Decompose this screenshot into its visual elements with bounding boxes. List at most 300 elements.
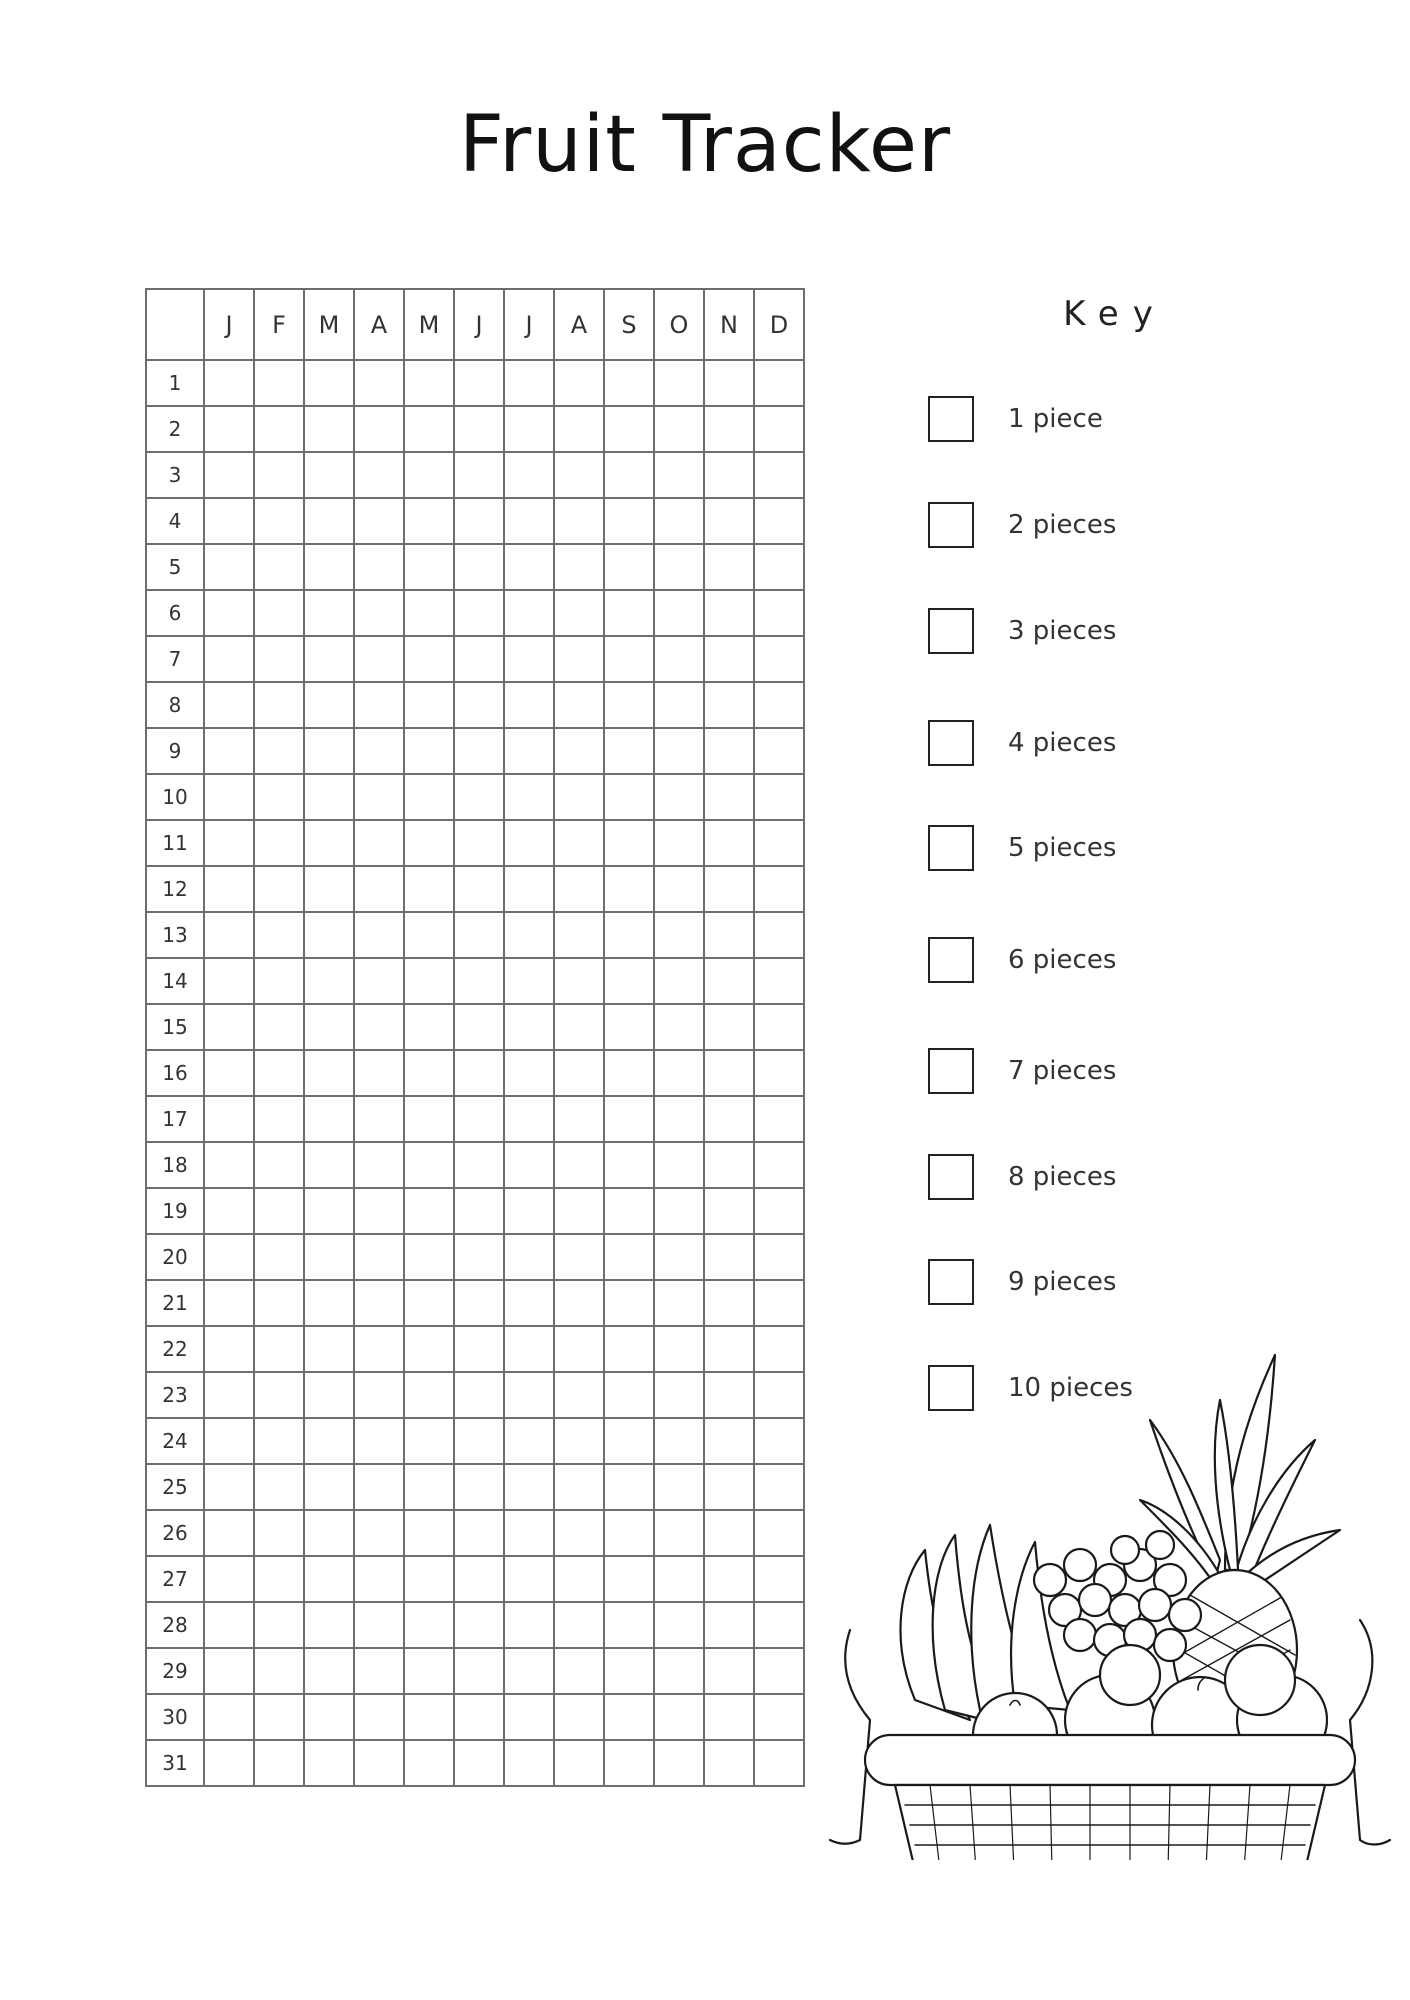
tracker-cell[interactable] (554, 1188, 604, 1234)
tracker-cell[interactable] (704, 1326, 754, 1372)
tracker-cell[interactable] (604, 1694, 654, 1740)
tracker-cell[interactable] (354, 590, 404, 636)
tracker-cell[interactable] (454, 360, 504, 406)
tracker-cell[interactable] (754, 590, 804, 636)
tracker-cell[interactable] (654, 1418, 704, 1464)
tracker-cell[interactable] (554, 1648, 604, 1694)
tracker-cell[interactable] (704, 1234, 754, 1280)
tracker-cell[interactable] (404, 1510, 454, 1556)
tracker-cell[interactable] (354, 1556, 404, 1602)
tracker-cell[interactable] (254, 360, 304, 406)
tracker-cell[interactable] (604, 1556, 654, 1602)
tracker-cell[interactable] (254, 1142, 304, 1188)
tracker-cell[interactable] (304, 1096, 354, 1142)
tracker-cell[interactable] (204, 636, 254, 682)
tracker-cell[interactable] (654, 590, 704, 636)
tracker-cell[interactable] (404, 820, 454, 866)
tracker-cell[interactable] (504, 1602, 554, 1648)
tracker-cell[interactable] (204, 1234, 254, 1280)
tracker-cell[interactable] (204, 1556, 254, 1602)
tracker-cell[interactable] (654, 1280, 704, 1326)
tracker-cell[interactable] (554, 1694, 604, 1740)
tracker-cell[interactable] (604, 590, 654, 636)
tracker-cell[interactable] (354, 1188, 404, 1234)
tracker-cell[interactable] (704, 452, 754, 498)
tracker-cell[interactable] (554, 1602, 604, 1648)
tracker-cell[interactable] (654, 1004, 704, 1050)
tracker-cell[interactable] (704, 636, 754, 682)
tracker-cell[interactable] (704, 1096, 754, 1142)
tracker-cell[interactable] (704, 1694, 754, 1740)
tracker-cell[interactable] (554, 728, 604, 774)
tracker-cell[interactable] (654, 1188, 704, 1234)
tracker-cell[interactable] (254, 958, 304, 1004)
tracker-cell[interactable] (604, 452, 654, 498)
tracker-cell[interactable] (704, 1464, 754, 1510)
tracker-cell[interactable] (204, 912, 254, 958)
tracker-cell[interactable] (554, 912, 604, 958)
tracker-cell[interactable] (354, 1142, 404, 1188)
tracker-cell[interactable] (254, 1464, 304, 1510)
tracker-cell[interactable] (404, 360, 454, 406)
tracker-cell[interactable] (754, 912, 804, 958)
tracker-cell[interactable] (204, 1464, 254, 1510)
tracker-cell[interactable] (704, 1188, 754, 1234)
tracker-cell[interactable] (754, 1510, 804, 1556)
tracker-cell[interactable] (654, 1602, 704, 1648)
tracker-cell[interactable] (504, 866, 554, 912)
tracker-cell[interactable] (754, 682, 804, 728)
tracker-cell[interactable] (504, 636, 554, 682)
tracker-cell[interactable] (554, 590, 604, 636)
tracker-cell[interactable] (454, 1050, 504, 1096)
tracker-cell[interactable] (754, 1188, 804, 1234)
tracker-cell[interactable] (304, 912, 354, 958)
tracker-cell[interactable] (504, 820, 554, 866)
tracker-cell[interactable] (604, 1234, 654, 1280)
tracker-cell[interactable] (554, 1372, 604, 1418)
tracker-cell[interactable] (254, 1280, 304, 1326)
tracker-cell[interactable] (504, 1372, 554, 1418)
tracker-cell[interactable] (454, 682, 504, 728)
tracker-cell[interactable] (604, 958, 654, 1004)
tracker-cell[interactable] (204, 682, 254, 728)
tracker-cell[interactable] (204, 498, 254, 544)
tracker-cell[interactable] (704, 498, 754, 544)
tracker-cell[interactable] (304, 728, 354, 774)
tracker-cell[interactable] (704, 820, 754, 866)
tracker-cell[interactable] (304, 1740, 354, 1786)
tracker-cell[interactable] (204, 1188, 254, 1234)
tracker-cell[interactable] (754, 1740, 804, 1786)
tracker-cell[interactable] (554, 1280, 604, 1326)
tracker-cell[interactable] (404, 406, 454, 452)
tracker-cell[interactable] (204, 544, 254, 590)
tracker-cell[interactable] (454, 1602, 504, 1648)
tracker-cell[interactable] (554, 1326, 604, 1372)
tracker-cell[interactable] (604, 1280, 654, 1326)
tracker-cell[interactable] (204, 820, 254, 866)
tracker-cell[interactable] (454, 1142, 504, 1188)
tracker-cell[interactable] (354, 1372, 404, 1418)
tracker-cell[interactable] (504, 1004, 554, 1050)
tracker-cell[interactable] (304, 406, 354, 452)
tracker-cell[interactable] (404, 590, 454, 636)
tracker-cell[interactable] (754, 1602, 804, 1648)
tracker-cell[interactable] (704, 1602, 754, 1648)
tracker-cell[interactable] (654, 1372, 704, 1418)
tracker-cell[interactable] (454, 452, 504, 498)
tracker-cell[interactable] (404, 1602, 454, 1648)
tracker-cell[interactable] (254, 1510, 304, 1556)
tracker-cell[interactable] (504, 912, 554, 958)
tracker-cell[interactable] (304, 774, 354, 820)
tracker-cell[interactable] (204, 1648, 254, 1694)
tracker-cell[interactable] (754, 1142, 804, 1188)
tracker-cell[interactable] (654, 866, 704, 912)
tracker-cell[interactable] (404, 636, 454, 682)
tracker-cell[interactable] (454, 774, 504, 820)
tracker-cell[interactable] (204, 958, 254, 1004)
tracker-cell[interactable] (554, 1510, 604, 1556)
tracker-cell[interactable] (304, 452, 354, 498)
tracker-cell[interactable] (504, 1418, 554, 1464)
tracker-cell[interactable] (604, 1142, 654, 1188)
tracker-cell[interactable] (204, 452, 254, 498)
tracker-cell[interactable] (754, 1096, 804, 1142)
tracker-cell[interactable] (754, 452, 804, 498)
tracker-cell[interactable] (504, 544, 554, 590)
tracker-cell[interactable] (454, 1418, 504, 1464)
tracker-cell[interactable] (754, 728, 804, 774)
tracker-cell[interactable] (354, 1418, 404, 1464)
tracker-cell[interactable] (504, 1648, 554, 1694)
tracker-cell[interactable] (604, 682, 654, 728)
key-checkbox[interactable] (928, 825, 974, 871)
tracker-cell[interactable] (454, 544, 504, 590)
tracker-cell[interactable] (204, 1372, 254, 1418)
tracker-cell[interactable] (454, 1326, 504, 1372)
tracker-cell[interactable] (604, 912, 654, 958)
tracker-cell[interactable] (254, 912, 304, 958)
tracker-cell[interactable] (254, 1004, 304, 1050)
tracker-cell[interactable] (454, 1096, 504, 1142)
tracker-cell[interactable] (654, 498, 704, 544)
tracker-cell[interactable] (404, 866, 454, 912)
tracker-cell[interactable] (754, 1556, 804, 1602)
tracker-cell[interactable] (704, 912, 754, 958)
tracker-cell[interactable] (454, 636, 504, 682)
key-checkbox[interactable] (928, 720, 974, 766)
tracker-cell[interactable] (354, 406, 404, 452)
tracker-cell[interactable] (354, 820, 404, 866)
tracker-cell[interactable] (454, 1464, 504, 1510)
tracker-cell[interactable] (554, 452, 604, 498)
tracker-cell[interactable] (554, 544, 604, 590)
tracker-cell[interactable] (554, 360, 604, 406)
tracker-cell[interactable] (604, 728, 654, 774)
tracker-cell[interactable] (504, 728, 554, 774)
tracker-cell[interactable] (604, 1510, 654, 1556)
tracker-cell[interactable] (204, 1326, 254, 1372)
tracker-cell[interactable] (454, 1510, 504, 1556)
tracker-cell[interactable] (754, 360, 804, 406)
tracker-cell[interactable] (704, 728, 754, 774)
tracker-cell[interactable] (504, 1142, 554, 1188)
tracker-cell[interactable] (604, 1004, 654, 1050)
tracker-cell[interactable] (454, 498, 504, 544)
tracker-cell[interactable] (604, 360, 654, 406)
tracker-cell[interactable] (254, 1740, 304, 1786)
tracker-cell[interactable] (204, 866, 254, 912)
tracker-cell[interactable] (754, 1234, 804, 1280)
tracker-cell[interactable] (554, 682, 604, 728)
tracker-cell[interactable] (354, 728, 404, 774)
tracker-cell[interactable] (654, 958, 704, 1004)
tracker-cell[interactable] (204, 590, 254, 636)
tracker-cell[interactable] (354, 360, 404, 406)
tracker-cell[interactable] (404, 1234, 454, 1280)
tracker-cell[interactable] (404, 1050, 454, 1096)
tracker-cell[interactable] (604, 498, 654, 544)
tracker-cell[interactable] (604, 1372, 654, 1418)
tracker-cell[interactable] (304, 820, 354, 866)
key-checkbox[interactable] (928, 1048, 974, 1094)
tracker-cell[interactable] (504, 360, 554, 406)
tracker-cell[interactable] (254, 866, 304, 912)
tracker-cell[interactable] (604, 1648, 654, 1694)
tracker-cell[interactable] (254, 1602, 304, 1648)
tracker-cell[interactable] (704, 774, 754, 820)
tracker-cell[interactable] (654, 1050, 704, 1096)
tracker-cell[interactable] (304, 1188, 354, 1234)
tracker-cell[interactable] (204, 1142, 254, 1188)
tracker-cell[interactable] (254, 544, 304, 590)
key-checkbox[interactable] (928, 608, 974, 654)
tracker-cell[interactable] (404, 1004, 454, 1050)
tracker-cell[interactable] (204, 1418, 254, 1464)
tracker-cell[interactable] (654, 1326, 704, 1372)
tracker-cell[interactable] (304, 1694, 354, 1740)
tracker-cell[interactable] (454, 1004, 504, 1050)
tracker-cell[interactable] (254, 636, 304, 682)
tracker-cell[interactable] (554, 774, 604, 820)
tracker-cell[interactable] (704, 360, 754, 406)
tracker-cell[interactable] (404, 774, 454, 820)
tracker-cell[interactable] (354, 1648, 404, 1694)
tracker-cell[interactable] (604, 1602, 654, 1648)
tracker-cell[interactable] (704, 590, 754, 636)
tracker-cell[interactable] (554, 1418, 604, 1464)
tracker-cell[interactable] (254, 406, 304, 452)
tracker-cell[interactable] (304, 1004, 354, 1050)
tracker-cell[interactable] (554, 636, 604, 682)
tracker-cell[interactable] (604, 406, 654, 452)
tracker-cell[interactable] (404, 1464, 454, 1510)
tracker-cell[interactable] (604, 866, 654, 912)
tracker-cell[interactable] (304, 682, 354, 728)
tracker-cell[interactable] (304, 1602, 354, 1648)
tracker-cell[interactable] (354, 1694, 404, 1740)
tracker-cell[interactable] (554, 1740, 604, 1786)
tracker-cell[interactable] (204, 1602, 254, 1648)
tracker-cell[interactable] (604, 544, 654, 590)
tracker-cell[interactable] (304, 1556, 354, 1602)
tracker-cell[interactable] (454, 1694, 504, 1740)
tracker-cell[interactable] (354, 544, 404, 590)
tracker-cell[interactable] (654, 820, 704, 866)
tracker-cell[interactable] (604, 1326, 654, 1372)
tracker-cell[interactable] (404, 1372, 454, 1418)
tracker-cell[interactable] (304, 1326, 354, 1372)
tracker-cell[interactable] (304, 1280, 354, 1326)
tracker-cell[interactable] (504, 406, 554, 452)
tracker-cell[interactable] (504, 1464, 554, 1510)
tracker-cell[interactable] (304, 1510, 354, 1556)
tracker-cell[interactable] (754, 406, 804, 452)
tracker-cell[interactable] (404, 1556, 454, 1602)
tracker-cell[interactable] (254, 1556, 304, 1602)
tracker-cell[interactable] (554, 1234, 604, 1280)
tracker-cell[interactable] (254, 1648, 304, 1694)
tracker-cell[interactable] (254, 498, 304, 544)
tracker-cell[interactable] (704, 1556, 754, 1602)
tracker-cell[interactable] (604, 774, 654, 820)
tracker-cell[interactable] (504, 1326, 554, 1372)
tracker-cell[interactable] (354, 1740, 404, 1786)
tracker-cell[interactable] (504, 1740, 554, 1786)
tracker-cell[interactable] (204, 774, 254, 820)
tracker-cell[interactable] (454, 1648, 504, 1694)
tracker-cell[interactable] (554, 1464, 604, 1510)
tracker-cell[interactable] (454, 1372, 504, 1418)
tracker-cell[interactable] (204, 1740, 254, 1786)
tracker-cell[interactable] (454, 1740, 504, 1786)
tracker-cell[interactable] (554, 1050, 604, 1096)
tracker-cell[interactable] (254, 1372, 304, 1418)
tracker-cell[interactable] (754, 1648, 804, 1694)
tracker-cell[interactable] (654, 636, 704, 682)
tracker-cell[interactable] (404, 958, 454, 1004)
tracker-cell[interactable] (454, 1556, 504, 1602)
tracker-cell[interactable] (504, 774, 554, 820)
tracker-cell[interactable] (604, 1188, 654, 1234)
tracker-cell[interactable] (654, 1740, 704, 1786)
tracker-cell[interactable] (704, 1280, 754, 1326)
tracker-cell[interactable] (604, 1050, 654, 1096)
tracker-cell[interactable] (204, 360, 254, 406)
tracker-cell[interactable] (254, 1234, 304, 1280)
tracker-cell[interactable] (204, 406, 254, 452)
tracker-cell[interactable] (604, 1740, 654, 1786)
key-checkbox[interactable] (928, 1154, 974, 1200)
tracker-cell[interactable] (354, 452, 404, 498)
tracker-cell[interactable] (504, 958, 554, 1004)
tracker-cell[interactable] (404, 1280, 454, 1326)
tracker-cell[interactable] (504, 452, 554, 498)
tracker-cell[interactable] (404, 1142, 454, 1188)
tracker-cell[interactable] (254, 1694, 304, 1740)
tracker-cell[interactable] (354, 1280, 404, 1326)
tracker-cell[interactable] (554, 498, 604, 544)
tracker-cell[interactable] (254, 1418, 304, 1464)
tracker-cell[interactable] (654, 774, 704, 820)
tracker-cell[interactable] (254, 682, 304, 728)
tracker-cell[interactable] (354, 1004, 404, 1050)
tracker-cell[interactable] (654, 682, 704, 728)
tracker-cell[interactable] (654, 406, 704, 452)
tracker-cell[interactable] (404, 1188, 454, 1234)
tracker-cell[interactable] (354, 1050, 404, 1096)
tracker-cell[interactable] (204, 1004, 254, 1050)
tracker-cell[interactable] (654, 1234, 704, 1280)
tracker-cell[interactable] (454, 1280, 504, 1326)
tracker-cell[interactable] (404, 1326, 454, 1372)
tracker-cell[interactable] (654, 728, 704, 774)
tracker-cell[interactable] (654, 1648, 704, 1694)
tracker-cell[interactable] (454, 958, 504, 1004)
tracker-cell[interactable] (504, 1280, 554, 1326)
tracker-cell[interactable] (704, 1142, 754, 1188)
tracker-cell[interactable] (404, 498, 454, 544)
tracker-cell[interactable] (204, 1280, 254, 1326)
tracker-cell[interactable] (754, 1694, 804, 1740)
tracker-cell[interactable] (604, 1096, 654, 1142)
tracker-cell[interactable] (754, 866, 804, 912)
tracker-cell[interactable] (304, 590, 354, 636)
tracker-cell[interactable] (704, 866, 754, 912)
tracker-cell[interactable] (654, 912, 704, 958)
tracker-cell[interactable] (254, 728, 304, 774)
tracker-cell[interactable] (604, 1464, 654, 1510)
tracker-cell[interactable] (754, 1050, 804, 1096)
tracker-cell[interactable] (554, 866, 604, 912)
tracker-cell[interactable] (754, 1280, 804, 1326)
tracker-cell[interactable] (504, 1556, 554, 1602)
tracker-cell[interactable] (754, 1326, 804, 1372)
tracker-cell[interactable] (654, 1556, 704, 1602)
tracker-cell[interactable] (454, 820, 504, 866)
tracker-cell[interactable] (554, 1096, 604, 1142)
tracker-cell[interactable] (654, 1510, 704, 1556)
tracker-cell[interactable] (704, 1418, 754, 1464)
tracker-cell[interactable] (254, 820, 304, 866)
tracker-cell[interactable] (454, 728, 504, 774)
tracker-cell[interactable] (654, 544, 704, 590)
tracker-cell[interactable] (704, 1648, 754, 1694)
tracker-cell[interactable] (504, 682, 554, 728)
tracker-cell[interactable] (354, 866, 404, 912)
tracker-cell[interactable] (554, 1004, 604, 1050)
key-checkbox[interactable] (928, 396, 974, 442)
tracker-cell[interactable] (354, 1464, 404, 1510)
tracker-cell[interactable] (254, 1050, 304, 1096)
tracker-cell[interactable] (754, 636, 804, 682)
tracker-cell[interactable] (254, 774, 304, 820)
tracker-cell[interactable] (304, 958, 354, 1004)
tracker-cell[interactable] (654, 1464, 704, 1510)
tracker-cell[interactable] (304, 498, 354, 544)
tracker-cell[interactable] (254, 1096, 304, 1142)
tracker-cell[interactable] (504, 590, 554, 636)
tracker-cell[interactable] (304, 544, 354, 590)
tracker-cell[interactable] (754, 498, 804, 544)
tracker-cell[interactable] (704, 544, 754, 590)
tracker-cell[interactable] (304, 636, 354, 682)
tracker-cell[interactable] (304, 1464, 354, 1510)
tracker-cell[interactable] (304, 1050, 354, 1096)
tracker-cell[interactable] (554, 1556, 604, 1602)
